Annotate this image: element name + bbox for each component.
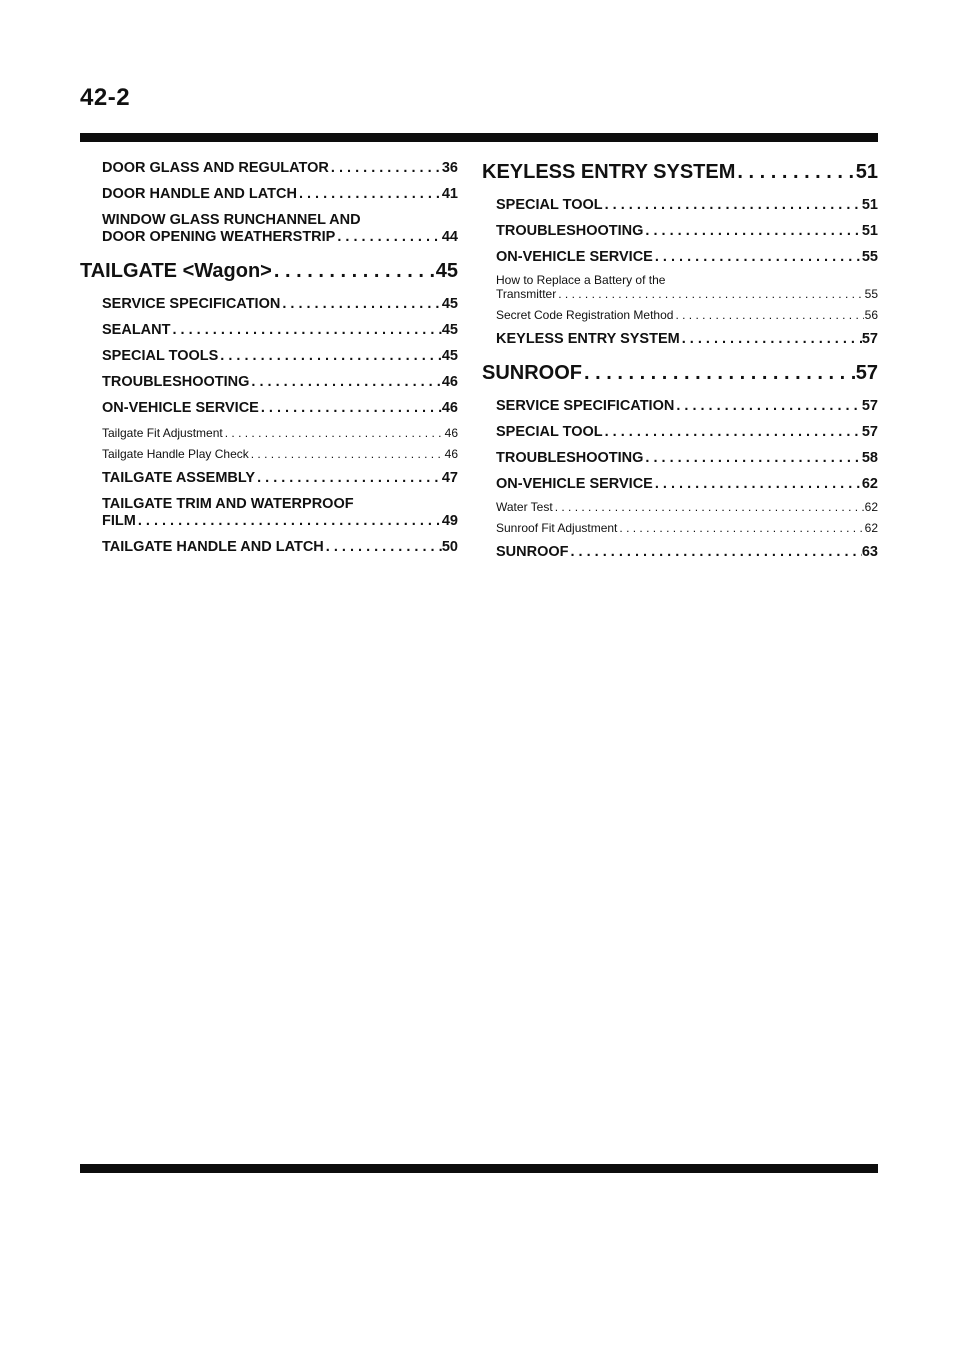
toc-entry[interactable]	[102, 212, 458, 246]
toc-subentry[interactable]	[496, 273, 878, 301]
toc-entry-page: 41	[441, 186, 458, 202]
toc-section-heading[interactable]	[80, 259, 458, 283]
toc-entry-page: 46	[441, 400, 458, 416]
toc-leader-dots	[223, 426, 444, 440]
toc-leader-dots	[249, 374, 441, 391]
toc-entry-title: Transmitter	[496, 287, 557, 301]
toc-entry-page: 45	[441, 348, 458, 364]
toc-entry-title: Sunroof Fit Adjustment	[496, 521, 618, 535]
toc-leader-dots	[553, 500, 864, 514]
toc-entry-page: 44	[441, 229, 458, 245]
toc-entry-page: 55	[864, 287, 878, 301]
toc-leader-dots	[272, 259, 436, 283]
toc-entry-title: TROUBLESHOOTING	[496, 223, 644, 239]
toc-entry-title: DOOR OPENING WEATHERSTRIP	[102, 229, 336, 245]
toc-entry-page: 55	[861, 249, 878, 265]
toc-leader-dots	[324, 539, 442, 556]
toc-entry-title: KEYLESS ENTRY SYSTEM	[482, 161, 736, 183]
toc-subentry[interactable]	[102, 426, 458, 440]
toc-entry-page: 47	[441, 470, 458, 486]
toc-entry-page: 57	[861, 398, 878, 414]
toc-entry-page: 45	[441, 296, 458, 312]
toc-entry-page: 46	[444, 426, 458, 440]
toc-entry-page: 45	[441, 322, 458, 338]
toc-entry[interactable]	[102, 496, 458, 530]
toc-entry-page: 57	[861, 331, 878, 347]
toc-leader-dots	[136, 513, 442, 530]
toc-leader-dots	[673, 308, 864, 322]
toc-leader-dots	[556, 287, 864, 301]
toc-entry-title-line1: How to Replace a Battery of the	[496, 273, 666, 287]
toc-entry-page: 62	[861, 476, 878, 492]
toc-entry[interactable]	[496, 197, 878, 214]
toc-entry-title: KEYLESS ENTRY SYSTEM	[496, 331, 680, 347]
toc-entry-title: TROUBLESHOOTING	[102, 374, 250, 390]
toc-subentry[interactable]	[102, 447, 458, 461]
toc-entry[interactable]	[102, 296, 458, 313]
toc-entry-title-line1: TAILGATE TRIM AND WATERPROOF	[102, 496, 354, 512]
toc-entry-title: ON-VEHICLE SERVICE	[496, 476, 653, 492]
toc-leader-dots	[643, 223, 861, 240]
toc-leader-dots	[249, 447, 444, 461]
toc-entry-title: TROUBLESHOOTING	[496, 450, 644, 466]
toc-entry-title: Water Test	[496, 500, 553, 514]
toc-entry[interactable]	[496, 450, 878, 467]
toc-leader-dots	[297, 186, 442, 203]
toc-entry-title: ON-VEHICLE SERVICE	[496, 249, 653, 265]
toc-entry-title: TAILGATE ASSEMBLY	[102, 470, 256, 486]
toc-entry-title: TAILGATE HANDLE AND LATCH	[102, 539, 324, 555]
toc-entry-title: SUNROOF	[482, 362, 582, 384]
toc-entry[interactable]	[102, 470, 458, 487]
toc-entry-title: TAILGATE <Wagon>	[80, 260, 272, 282]
toc-leader-dots	[335, 229, 442, 246]
toc-entry[interactable]	[496, 331, 878, 348]
toc-entry-title: SERVICE SPECIFICATION	[496, 398, 675, 414]
toc-leader-dots	[255, 470, 442, 487]
toc-leader-dots	[218, 348, 442, 365]
toc-entry-title: SUNROOF	[496, 544, 569, 560]
toc-entry-title: FILM	[102, 513, 136, 529]
toc-leader-dots	[643, 450, 861, 467]
toc-leader-dots	[170, 322, 441, 339]
top-rule	[80, 133, 878, 142]
toc-entry-page: 57	[861, 424, 878, 440]
toc-entry-page: 46	[441, 374, 458, 390]
toc-entry-title: Tailgate Fit Adjustment	[102, 426, 223, 440]
toc-leader-dots	[674, 398, 862, 415]
toc-leader-dots	[569, 544, 862, 561]
toc-entry-page: 57	[855, 362, 878, 384]
toc-leader-dots	[280, 296, 442, 313]
toc-entry-title: DOOR GLASS AND REGULATOR	[102, 160, 329, 176]
toc-entry[interactable]	[102, 348, 458, 365]
toc-entry-page: 49	[441, 513, 458, 529]
toc-entry-page: 50	[441, 539, 458, 555]
toc-subentry[interactable]	[496, 500, 878, 514]
toc-entry-page: 51	[861, 197, 878, 213]
toc-entry-page: 51	[855, 161, 878, 183]
toc-entry-title: SPECIAL TOOL	[496, 424, 603, 440]
toc-entry-title: SPECIAL TOOL	[496, 197, 603, 213]
toc-leader-dots	[653, 249, 862, 266]
toc-entry-page: 45	[435, 260, 458, 282]
toc-leader-dots	[259, 400, 442, 417]
toc-entry-page: 46	[444, 447, 458, 461]
toc-entry-title: SEALANT	[102, 322, 171, 338]
toc-leader-dots	[603, 424, 862, 441]
toc-leader-dots	[329, 160, 442, 177]
toc-entry-title-line1: WINDOW GLASS RUNCHANNEL AND	[102, 212, 361, 228]
bottom-rule	[80, 1164, 878, 1173]
toc-entry[interactable]	[102, 160, 458, 177]
toc-entry-page: 51	[861, 223, 878, 239]
toc-leader-dots	[582, 361, 856, 385]
toc-leader-dots	[603, 197, 862, 214]
toc-entry-title: Secret Code Registration Method	[496, 308, 674, 322]
toc-entry[interactable]	[496, 249, 878, 266]
toc-subentry[interactable]	[496, 308, 878, 322]
toc-entry[interactable]	[102, 322, 458, 339]
toc-entry-page: 58	[861, 450, 878, 466]
page-number: 42-2	[80, 84, 131, 111]
toc-entry[interactable]	[496, 544, 878, 561]
toc-entry-title: DOOR HANDLE AND LATCH	[102, 186, 297, 202]
toc-subentry[interactable]	[496, 521, 878, 535]
toc-entry[interactable]	[102, 186, 458, 203]
toc-entry[interactable]	[496, 424, 878, 441]
toc-entry[interactable]	[496, 398, 878, 415]
toc-section-heading[interactable]	[482, 160, 878, 184]
toc-leader-dots	[680, 331, 862, 348]
toc-entry-title: Tailgate Handle Play Check	[102, 447, 249, 461]
toc-leader-dots	[735, 160, 855, 184]
toc-right-column	[482, 160, 878, 570]
toc-entry[interactable]	[102, 539, 458, 556]
toc-entry[interactable]	[496, 223, 878, 240]
toc-entry-page: 63	[861, 544, 878, 560]
toc-entry-page: 62	[864, 500, 878, 514]
toc-section-heading[interactable]	[482, 361, 878, 385]
toc-entry[interactable]	[102, 400, 458, 417]
toc-leader-dots	[617, 521, 864, 535]
toc-leader-dots	[653, 476, 862, 493]
toc-entry-title: SPECIAL TOOLS	[102, 348, 219, 364]
toc-entry-page: 56	[864, 308, 878, 322]
toc-entry[interactable]	[102, 374, 458, 391]
toc-entry-title: ON-VEHICLE SERVICE	[102, 400, 259, 416]
toc-entry-page: 62	[864, 521, 878, 535]
toc-entry-title: SERVICE SPECIFICATION	[102, 296, 281, 312]
toc-left-column	[80, 160, 458, 565]
toc-entry[interactable]	[496, 476, 878, 493]
toc-entry-page: 36	[441, 160, 458, 176]
